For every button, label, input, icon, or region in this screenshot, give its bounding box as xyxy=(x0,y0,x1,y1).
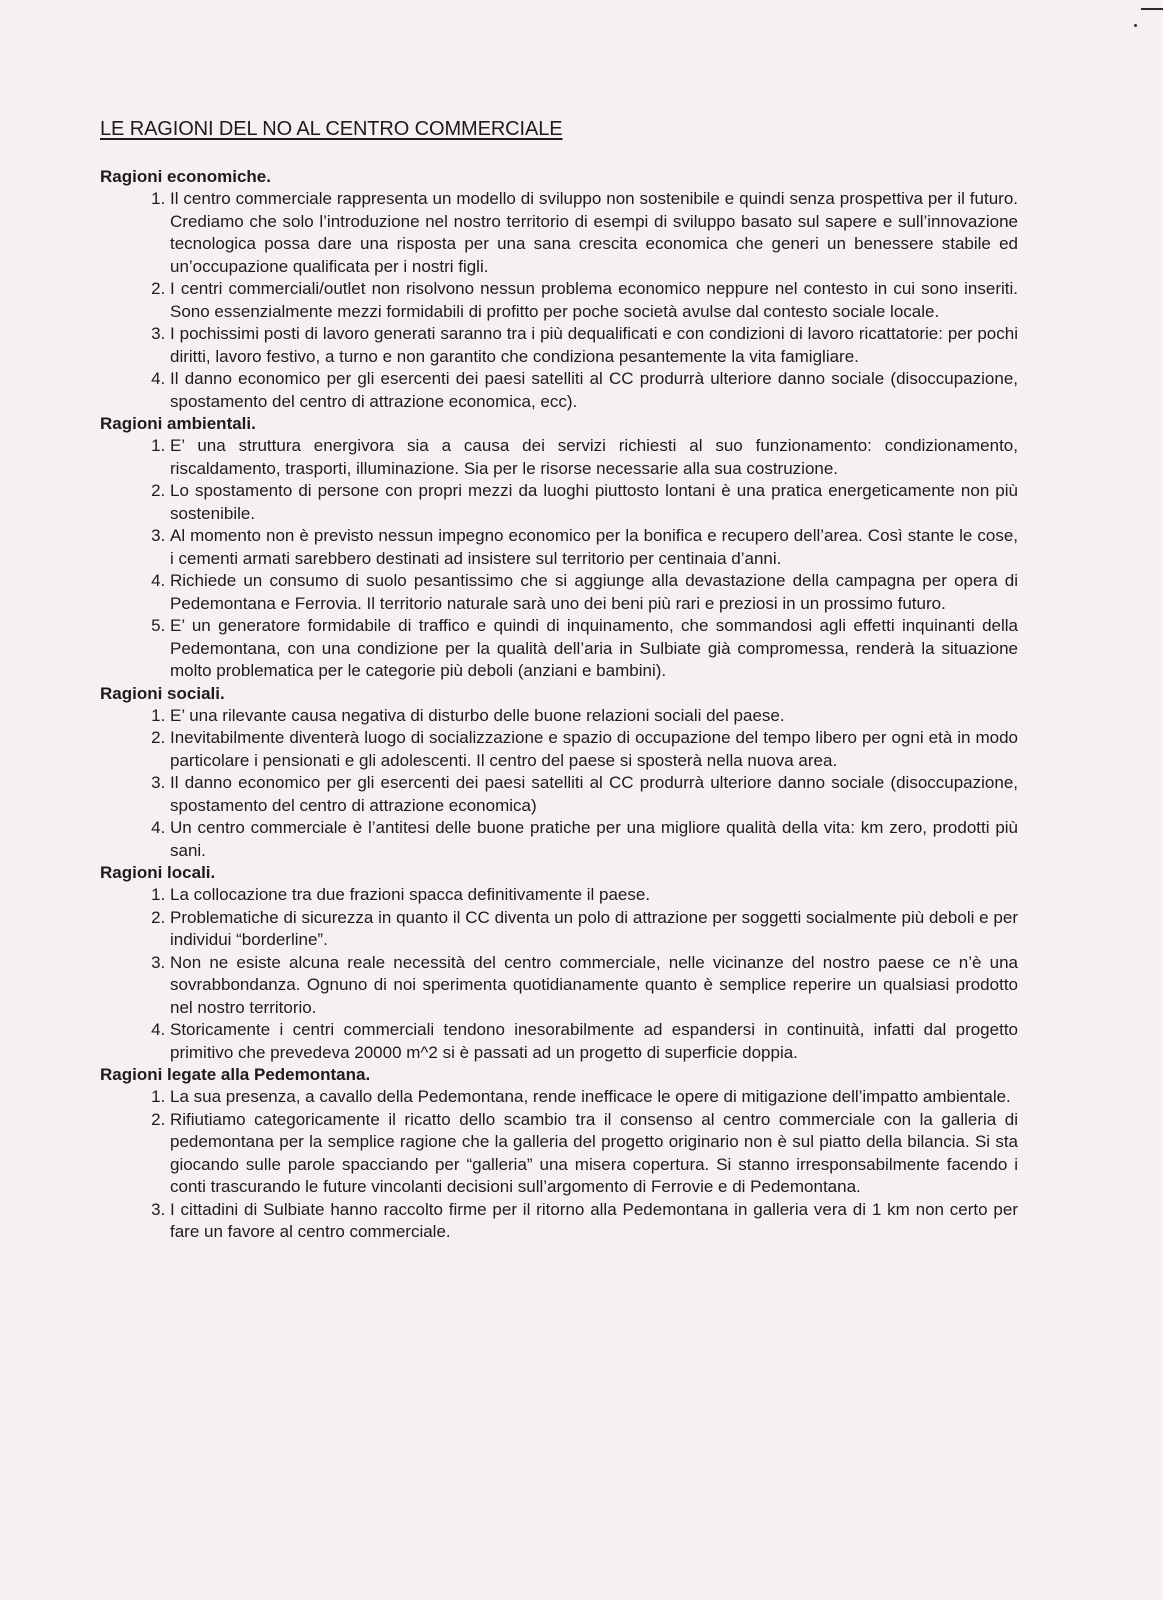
list-item: 1. La sua presenza, a cavallo della Pedemontana, rende inefficace le opere di mitigazione dell’impatto ambientale. xyxy=(170,1086,1018,1109)
section-heading: Ragioni sociali. xyxy=(100,683,225,703)
list-item: 1. La collocazione tra due frazioni spacca definitivamente il paese. xyxy=(170,884,1018,907)
section-environmental xyxy=(100,413,1018,683)
list-item: 2. I centri commerciali/outlet non risolvono nessun problema economico neppure nel contesto in cui sono inseriti. Sono essenzialmente mezzi formidabili di profitto per poche società avulse dal contesto sociale locale. xyxy=(170,278,1018,323)
list-item: 4. Storicamente i centri commerciali tendono inesorabilmente ad espandersi in continuità, infatti dal progetto primitivo che prevedeva 20000 m^2 si è passati ad un progetto di superficie doppia. xyxy=(170,1019,1018,1064)
reason-list xyxy=(100,1086,1018,1244)
reason-list xyxy=(100,435,1018,683)
list-item: 3. I cittadini di Sulbiate hanno raccolto firme per il ritorno alla Pedemontana in galleria vera di 1 km non certo per fare un favore al centro commerciale. xyxy=(170,1199,1018,1244)
list-item: 1. E’ una struttura energivora sia a causa dei servizi richiesti al suo funzionamento: condizionamento, riscaldamento, trasporti, illuminazione. Sia per le risorse necessarie alla sua costruzione. xyxy=(170,435,1018,480)
list-item: 2. Inevitabilmente diventerà luogo di socializzazione e spazio di occupazione del tempo libero per ogni età in modo particolare i pensionati e gli adolescenti. Il centro del paese si sposterà nella nuova area. xyxy=(170,727,1018,772)
reason-list xyxy=(100,705,1018,863)
list-item: 3. Non ne esiste alcuna reale necessità del centro commerciale, nelle vicinanze del nostro paese ce n’è una sovrabbondanza. Ognuno di noi sperimenta quotidianamente quanto è semplice reperire un qualsiasi prodotto nel nostro territorio. xyxy=(170,952,1018,1020)
list-item: 4. Richiede un consumo di suolo pesantissimo che si aggiunge alla devastazione della campagna per opera di Pedemontana e Ferrovia. Il territorio naturale sarà uno dei beni più rari e preziosi in un prossimo futuro. xyxy=(170,570,1018,615)
section-heading: Ragioni ambientali. xyxy=(100,414,256,433)
list-item: 1. Il centro commerciale rappresenta un modello di sviluppo non sostenibile e quindi senza prospettiva per il futuro. Crediamo che solo l’introduzione nel nostro territorio di esempi di sviluppo basato sul sapere e sull’innovazione tecnologica possa dare una risposta per una sana crescita economica che generi un benessere stabile ed un’occupazione qualificata per i nostri figli. xyxy=(170,188,1018,278)
scan-edge-mark xyxy=(1141,8,1163,10)
section-heading: Ragioni economiche. xyxy=(100,167,271,186)
section-local xyxy=(100,862,1018,1064)
list-item: 1. E’ una rilevante causa negativa di disturbo delle buone relazioni sociali del paese. xyxy=(170,705,1018,728)
list-item: 2. Problematiche di sicurezza in quanto il CC diventa un polo di attrazione per soggetti socialmente più deboli e per individui “borderline”. xyxy=(170,907,1018,952)
section-heading: Ragioni legate alla Pedemontana. xyxy=(100,1065,371,1084)
document-title: LE RAGIONI DEL NO AL CENTRO COMMERCIALE xyxy=(100,118,563,140)
list-item: 2. Rifiutiamo categoricamente il ricatto dello scambio tra il consenso al centro commerciale con la galleria di pedemontana per la semplice ragione che la galleria del progetto originario non è sul piatto della bilancia. Si sta giocando sulle parole spacciando per “galleria” una misera copertura. Si stanno irresponsabilmente facendo i conti trascurando le future vincolanti decisioni sull’argomento di Ferrovie e di Pedemontana. xyxy=(170,1109,1018,1199)
list-item: 3. Il danno economico per gli esercenti dei paesi satelliti al CC produrrà ulteriore danno sociale (disoccupazione, spostamento del centro di attrazione economica) xyxy=(170,772,1018,817)
list-item: 3. Al momento non è previsto nessun impegno economico per la bonifica e recupero dell’area. Così stante le cose, i cementi armati sarebbero destinati ad insistere sul territorio per centinaia d’anni. xyxy=(170,525,1018,570)
section-heading: Ragioni locali. xyxy=(100,863,216,882)
reason-list xyxy=(100,188,1018,413)
list-item: 5. E’ un generatore formidabile di traffico e quindi di inquinamento, che sommandosi agli effetti inquinanti della Pedemontana, con una condizione per la qualità dell’aria in Sulbiate già compromessa, renderà la situazione molto problematica per le categorie più deboli (anziani e bambini). xyxy=(170,615,1018,683)
section-social xyxy=(100,683,1018,863)
reason-list xyxy=(100,884,1018,1064)
list-item: 4. Il danno economico per gli esercenti dei paesi satelliti al CC produrrà ulteriore danno sociale (disoccupazione, spostamento del centro di attrazione economica, ecc). xyxy=(170,368,1018,413)
list-item: 3. I pochissimi posti di lavoro generati saranno tra i più dequalificati e con condizioni di lavoro ricattatorie: per pochi diritti, lavoro festivo, a turno e non garantito che condiziona pesantemente la vita famigliare. xyxy=(170,323,1018,368)
list-item: 4. Un centro commerciale è l’antitesi delle buone pratiche per una migliore qualità della vita: km zero, prodotti più sani. xyxy=(170,817,1018,862)
section-pedemontana xyxy=(100,1064,1018,1244)
document-page xyxy=(100,118,1018,1244)
section-economic xyxy=(100,166,1018,413)
list-item: 2. Lo spostamento di persone con propri mezzi da luoghi piuttosto lontani è una pratica energeticamente non più sostenibile. xyxy=(170,480,1018,525)
scan-speck xyxy=(1134,24,1137,27)
